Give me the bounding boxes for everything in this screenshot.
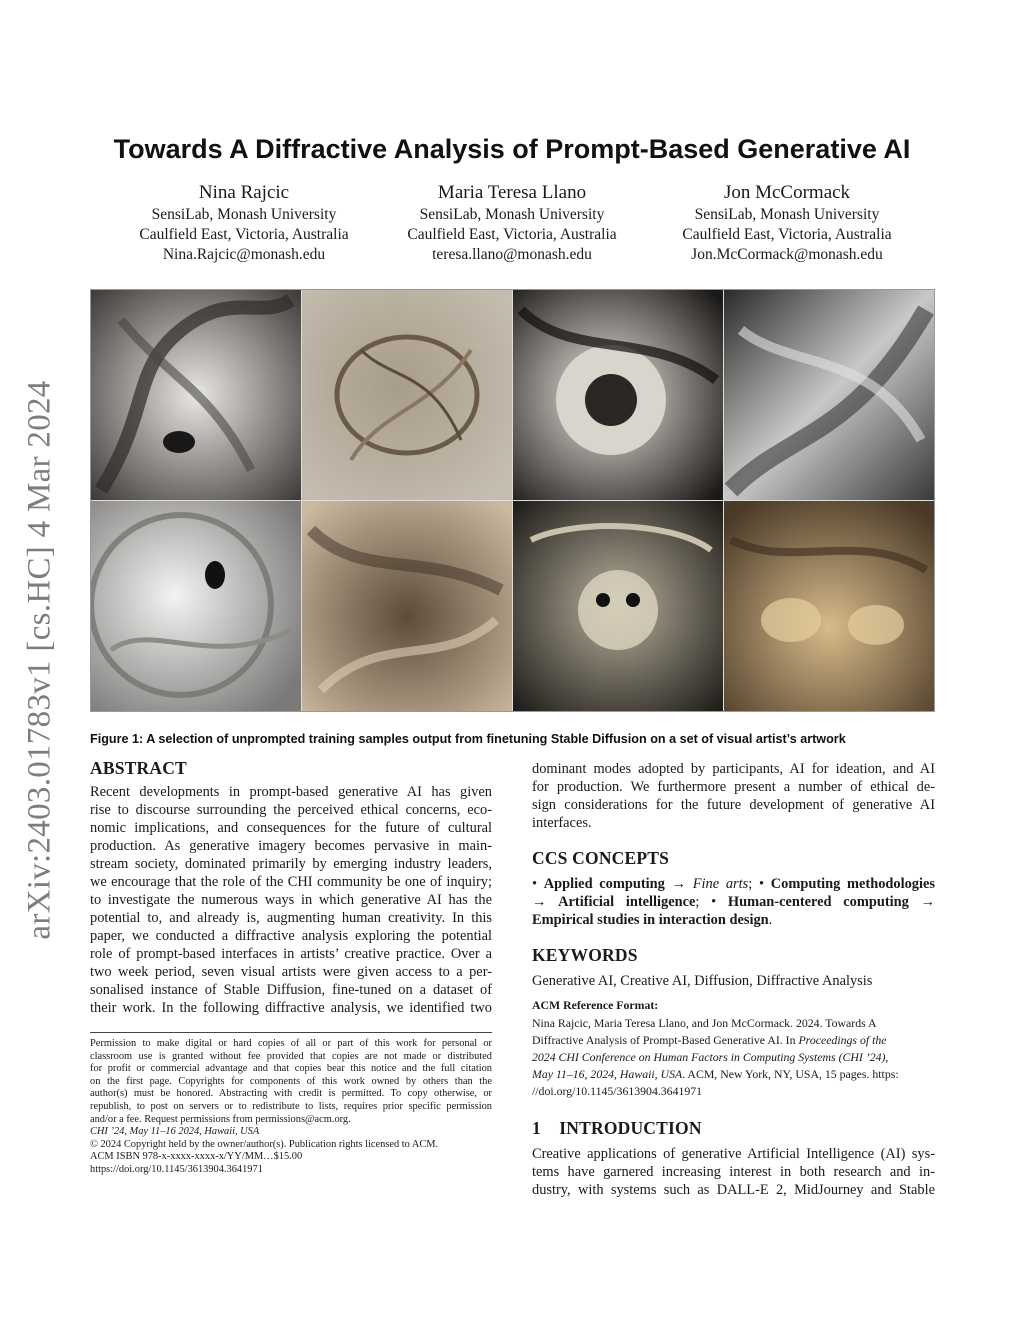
abstract-continued: [532, 760, 935, 832]
keywords-heading: KEYWORDS: [532, 945, 638, 965]
artwork-tile: [724, 290, 934, 500]
abstract-line: for production. We furthermore present a number of ethical de-: [532, 779, 935, 795]
abstract-line: we encourage that the role of the CHI community be one of inquiry;: [90, 874, 492, 890]
bullet: •: [758, 876, 771, 892]
reference-segment: Proceedings of the: [798, 1033, 887, 1047]
artwork-tile: [91, 290, 301, 500]
separator: ;: [748, 876, 759, 892]
abstract-line: interfaces.: [532, 815, 592, 831]
reference-segment: Diffractive Analysis of Prompt-Based Generative AI. In: [532, 1033, 799, 1047]
abstract-line: production. As generative imagery becomes pervasive in main-: [90, 838, 492, 854]
author-affiliation: SensiLab, Monash University: [694, 206, 880, 223]
right-column: [532, 760, 935, 1199]
bullet: •: [711, 894, 728, 910]
artwork-tile: [302, 290, 512, 500]
section-title: INTRODUCTION: [559, 1118, 702, 1138]
separator: ;: [695, 894, 712, 910]
abstract-line: stream society, dominated primarily by emerging industry leaders,: [90, 856, 492, 872]
footnote-divider: [90, 1032, 492, 1033]
reference-segment: . ACM, New York, NY, USA, 15 pages. https:: [682, 1067, 899, 1081]
reference-line: [532, 1032, 935, 1049]
author-affiliation: SensiLab, Monash University: [419, 206, 605, 223]
arrow: →: [908, 894, 935, 910]
footnote-line: author(s) must be honored. Abstracting with credit is permitted. To copy otherwise, or: [90, 1088, 492, 1100]
reference-heading: ACM Reference Format:: [532, 998, 659, 1012]
author-affiliation: SensiLab, Monash University: [151, 206, 337, 223]
footnote-venue: CHI ’24, May 11–16 2024, Hawaii, USA: [90, 1126, 260, 1138]
footnote-line: and/or a fee. Request permissions from permissions@acm.org.: [90, 1113, 351, 1125]
author-name: Jon McCormack: [723, 182, 851, 203]
author-block: [104, 181, 384, 265]
abstract-line: their work. In the following diffractive analysis, we identified two: [90, 1000, 492, 1016]
footnote-copyright: © 2024 Copyright held by the owner/author(s). Publication rights licensed to ACM.: [90, 1138, 439, 1150]
keywords-text: Generative AI, Creative AI, Diffusion, Diffractive Analysis: [532, 973, 873, 989]
artwork-tile: [724, 501, 934, 711]
abstract-body: [90, 783, 492, 1017]
intro-line: Creative applications of generative Artificial Intelligence (AI) sys-: [532, 1146, 935, 1162]
footnote-isbn: ACM ISBN 978-x-xxxx-xxxx-x/YY/MM…$15.00: [90, 1151, 303, 1163]
author-email[interactable]: teresa.llano@monash.edu: [432, 246, 592, 263]
ccs-heading: CCS CONCEPTS: [532, 848, 670, 868]
reference-segment: May 11–16, 2024, Hawaii, USA: [532, 1067, 683, 1081]
author-location: Caulfield East, Victoria, Australia: [407, 226, 617, 243]
reference-line: [532, 1066, 935, 1083]
ccs-term: Human-centered computing: [727, 894, 909, 910]
figure-caption: Figure 1: A selection of unprompted training samples output from finetuning Stable Diffusion on a set of visual artist’s artwork: [90, 732, 846, 746]
ccs-term: Empirical studies in interaction design: [532, 912, 769, 928]
ccs-line: [532, 875, 935, 893]
arxiv-identifier-stamp: arXiv:2403.01783v1 [cs.HC] 4 Mar 2024: [21, 380, 58, 940]
ccs-term: Fine arts: [692, 876, 749, 892]
ccs-term: Computing methodologies: [770, 876, 935, 892]
reference-line: 2024 CHI Conference on Human Factors in Computing Systems (CHI ’24),: [532, 1050, 889, 1064]
footnote-line: classroom use is granted without fee provided that copies are not made or distributed: [90, 1050, 492, 1062]
author-email[interactable]: Jon.McCormack@monash.edu: [691, 246, 883, 263]
introduction-heading: [532, 1118, 935, 1139]
abstract-line: paper, we conducted a diffractive analysis exploring the potential: [90, 928, 492, 944]
abstract-line: dominant modes adopted by participants, AI for ideation, and AI: [532, 761, 935, 777]
permission-footnote: [90, 1038, 492, 1177]
left-column: [90, 758, 492, 1017]
reference-line: Nina Rajcic, Maria Teresa Llano, and Jon McCormack. 2024. Towards A: [532, 1016, 877, 1030]
author-email[interactable]: Nina.Rajcic@monash.edu: [162, 246, 326, 263]
introduction-body: [532, 1145, 935, 1199]
period: .: [768, 912, 773, 928]
author-block: [647, 181, 927, 265]
ccs-term: Artificial intelligence: [558, 894, 696, 910]
abstract-line: role of prompt-based interfaces in artists’ creative practice. Over a: [90, 946, 492, 962]
author-name: Nina Rajcic: [198, 182, 290, 203]
footnote-line: on the first page. Copyrights for components of this work owned by others than the: [90, 1075, 492, 1087]
footnote-line: Permission to make digital or hard copies of all or part of this work for personal or: [90, 1038, 492, 1049]
abstract-line: rise to discourse surrounding the perceived ethical concerns, eco-: [90, 802, 492, 818]
abstract-line: two week period, seven visual artists were given access to a per-: [90, 964, 492, 980]
artwork-tile: [91, 501, 301, 711]
intro-line: tems have garnered increasing interest in both research and in-: [532, 1164, 935, 1180]
author-location: Caulfield East, Victoria, Australia: [682, 226, 892, 243]
abstract-line: potential to, and already is, augmenting human creativity. In this: [90, 910, 492, 926]
author-name: Maria Teresa Llano: [437, 182, 587, 203]
abstract-line: sonalised instance of Stable Diffusion, fine-tuned on a dataset of: [90, 982, 492, 998]
footnote-line: republish, to post on servers or to redistribute to lists, requires prior specific permission: [90, 1100, 492, 1112]
artwork-tile: [513, 290, 723, 500]
intro-line: dustry, with systems such as DALL-E 2, MidJourney and Stable: [532, 1182, 935, 1198]
ccs-line: [532, 893, 935, 911]
artwork-tile: [513, 501, 723, 711]
abstract-line: nomic implications, and consequences for the future of cultural: [90, 820, 492, 836]
ccs-concepts: [532, 875, 935, 929]
footnote-line: for profit or commercial advantage and that copies bear this notice and the full citation: [90, 1063, 492, 1075]
arrow: →: [664, 876, 693, 892]
reference-text: [532, 1015, 935, 1100]
reference-doi[interactable]: //doi.org/10.1145/3613904.3641971: [532, 1084, 703, 1098]
paper-title: Towards A Diffractive Analysis of Prompt-Based Generative AI: [113, 134, 911, 164]
artwork-tile: [302, 501, 512, 711]
section-number: 1: [532, 1118, 541, 1138]
teaser-figure: [90, 289, 935, 712]
ccs-term: Applied computing: [543, 876, 665, 892]
abstract-heading: ABSTRACT: [90, 758, 187, 778]
author-block: [372, 181, 652, 265]
abstract-line: sign considerations for the future development of generative AI: [532, 797, 935, 813]
footnote-doi[interactable]: https://doi.org/10.1145/3613904.3641971: [90, 1163, 263, 1175]
artwork-grid: [91, 290, 934, 711]
author-location: Caulfield East, Victoria, Australia: [139, 226, 349, 243]
abstract-line: Recent developments in prompt-based generative AI has given: [90, 784, 492, 800]
bullet: •: [532, 876, 544, 892]
ccs-line: [532, 911, 935, 929]
arrow: →: [532, 894, 559, 910]
abstract-line: to investigate the numerous ways in which generative AI has the: [90, 892, 492, 908]
